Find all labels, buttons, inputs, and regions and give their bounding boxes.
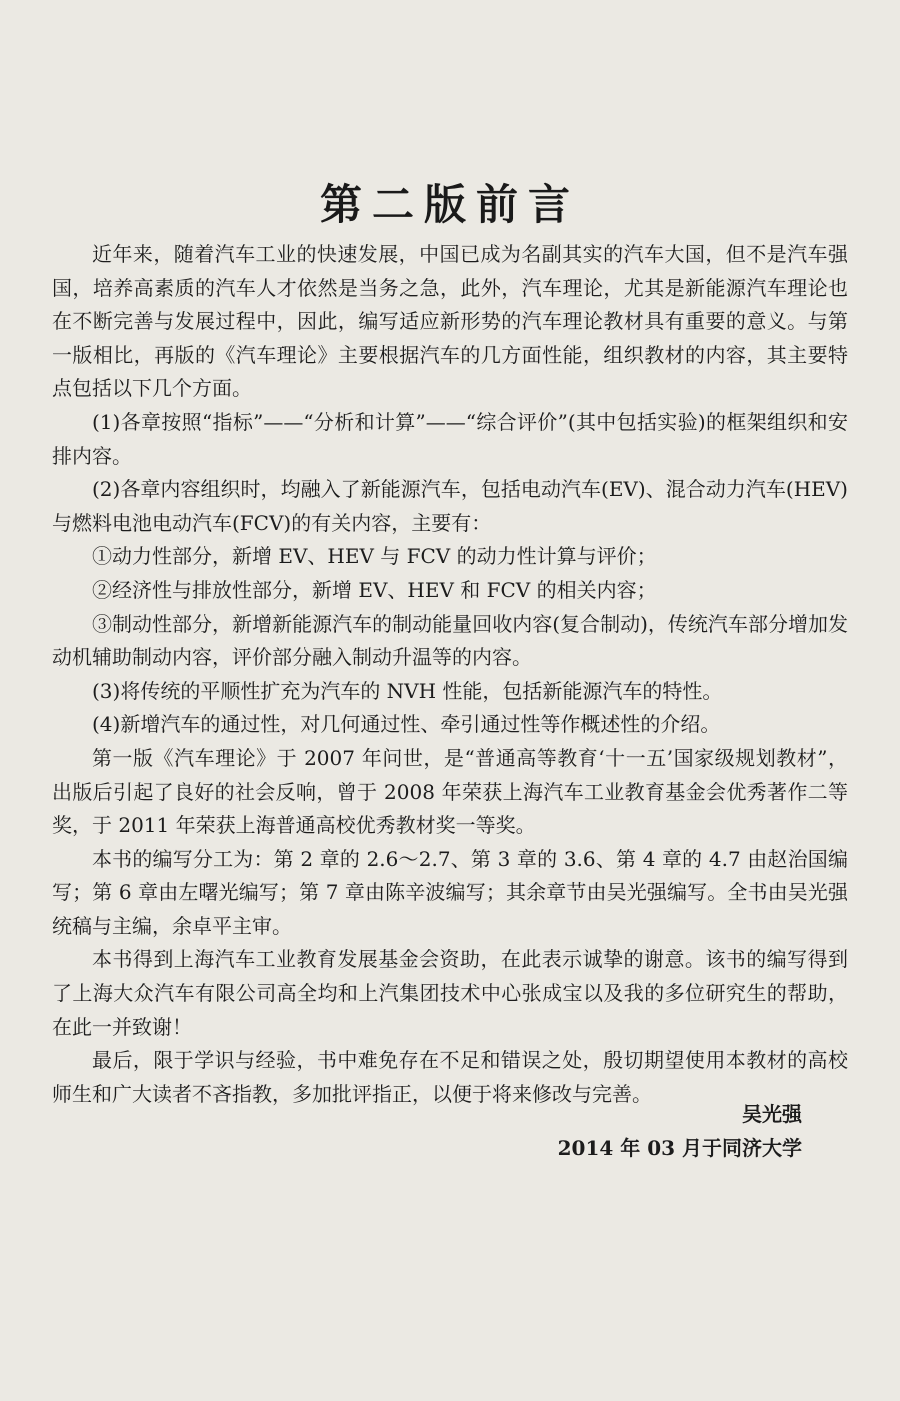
preface-body: [52, 238, 848, 1111]
signature-date: 2014 年 03 月于同济大学: [557, 1136, 802, 1160]
paragraph: ①动力性部分，新增 EV、HEV 与 FCV 的动力性计算与评价；: [92, 544, 657, 569]
paragraph: 第一版《汽车理论》于 2007 年问世，是“普通高等教育‘十一五’国家级规划教材”，出版后引起了良好的社会反响，曾于 2008 年荣获上海汽车工业教育基金会优秀著作二等奖，于 2011 年荣获上海普通高校优秀教材奖一等奖。: [52, 745, 848, 838]
signature-name: 吴光强: [742, 1102, 802, 1126]
paragraph: 近年来，随着汽车工业的快速发展，中国已成为名副其实的汽车大国，但不是汽车强国，培养高素质的汽车人才依然是当务之急，此外，汽车理论，尤其是新能源汽车理论也在不断完善与发展过程中，因此，编写适应新形势的汽车理论教材具有重要的意义。与第一版相比，再版的《汽车理论》主要根据汽车的几方面性能，组织教材的内容，其主要特点包括以下几个方面。: [52, 242, 848, 401]
paragraph: 本书的编写分工为：第 2 章的 2.6～2.7、第 3 章的 3.6、第 4 章的 4.7 由赵治国编写；第 6 章由左曙光编写；第 7 章由陈辛波编写；其余章节由吴光强编写。全书由吴光强统稿与主编，余卓平主审。: [52, 846, 848, 938]
page-title: 第二版前言: [319, 180, 580, 229]
paragraph: (2)各章内容组织时，均融入了新能源汽车，包括电动汽车(EV)、混合动力汽车(HEV)与燃料电池电动汽车(FCV)的有关内容，主要有：: [52, 477, 848, 535]
paragraph: ②经济性与排放性部分，新增 EV、HEV 和 FCV 的相关内容；: [92, 577, 657, 602]
paragraph: (1)各章按照“指标”——“分析和计算”——“综合评价”(其中包括实验)的框架组织和安排内容。: [52, 409, 848, 468]
paragraph: 最后，限于学识与经验，书中难免存在不足和错误之处，殷切期望使用本教材的高校师生和广大读者不吝指教，多加批评指正，以便于将来修改与完善。: [52, 1048, 848, 1106]
paragraph: (4)新增汽车的通过性，对几何通过性、牵引通过性等作概述性的介绍。: [92, 712, 721, 737]
paragraph: (3)将传统的平顺性扩充为汽车的 NVH 性能，包括新能源汽车的特性。: [92, 678, 723, 703]
paragraph: ③制动性部分，新增新能源汽车的制动能量回收内容(复合制动)，传统汽车部分增加发动机辅助制动内容，评价部分融入制动升温等的内容。: [52, 611, 848, 670]
paragraph: 本书得到上海汽车工业教育发展基金会资助，在此表示诚挚的谢意。该书的编写得到了上海大众汽车有限公司高全均和上汽集团技术中心张成宝以及我的多位研究生的帮助，在此一并致谢！: [52, 947, 848, 1039]
